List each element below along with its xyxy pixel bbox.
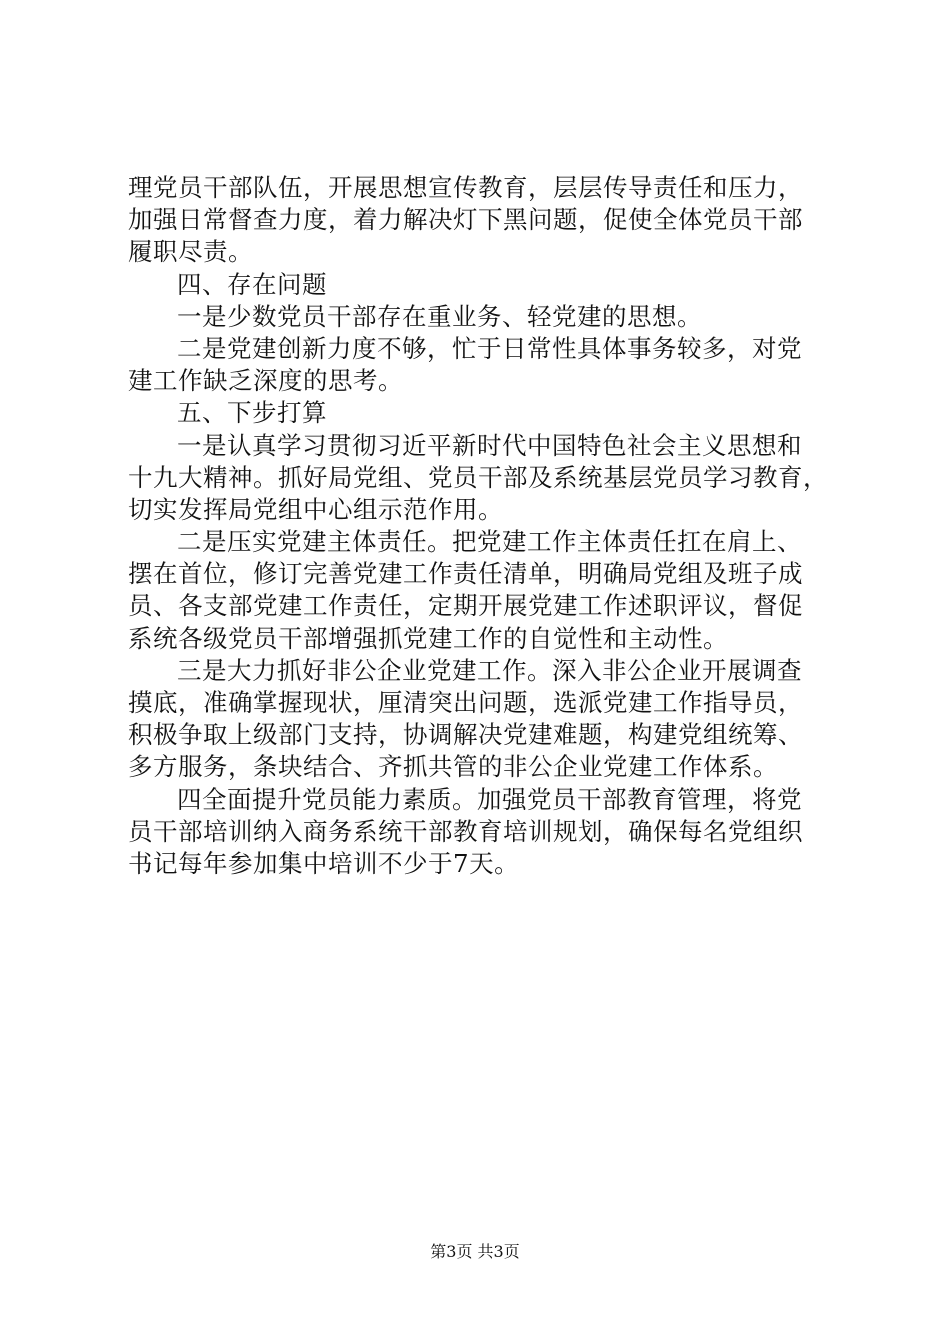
text-line: 履职尽责。 xyxy=(128,237,253,267)
page-footer: 第3页 共3页 xyxy=(430,1242,520,1261)
text-line: 建工作缺乏深度的思考。 xyxy=(128,366,403,396)
text-line: 加强日常督查力度，着力解决灯下黑问题，促使全体党员干部 xyxy=(128,205,803,235)
text-line: 一是少数党员干部存在重业务、轻党建的思想。 xyxy=(177,301,702,331)
text-line: 理党员干部队伍，开展思想宣传教育，层层传导责任和压力， xyxy=(128,173,803,202)
text-line: 系统各级党员干部增强抓党建工作的自觉性和主动性。 xyxy=(128,623,728,653)
text-line: 三是大力抓好非公企业党建工作。深入非公企业开展调查 xyxy=(177,655,802,685)
text-line: 书记每年参加集中培训不少于7天。 xyxy=(128,848,520,878)
text-line: 十九大精神。抓好局党组、党员干部及系统基层党员学习教育， xyxy=(128,462,828,492)
text-line: 二是党建创新力度不够，忙于日常性具体事务较多，对党 xyxy=(177,333,802,363)
section-heading: 四、存在问题 xyxy=(177,269,327,299)
text-line: 多方服务，条块结合、齐抓共管的非公企业党建工作体系。 xyxy=(128,752,778,782)
text-line: 摸底，准确掌握现状，厘清突出问题，选派党建工作指导员， xyxy=(128,688,803,717)
text-line: 摆在首位，修订完善党建工作责任清单，明确局党组及班子成 xyxy=(128,559,803,589)
document-body xyxy=(128,172,828,880)
text-line: 四全面提升党员能力素质。加强党员干部教育管理，将党 xyxy=(177,784,802,814)
text-line: 二是压实党建主体责任。把党建工作主体责任扛在肩上、 xyxy=(177,527,802,557)
text-line: 员、各支部党建工作责任，定期开展党建工作述职评议，督促 xyxy=(128,591,803,621)
text-line: 积极争取上级部门支持，协调解决党建难题，构建党组统筹、 xyxy=(128,720,803,750)
text-line: 一是认真学习贯彻习近平新时代中国特色社会主义思想和 xyxy=(177,430,802,460)
text-line: 切实发挥局党组中心组示范作用。 xyxy=(128,494,503,524)
text-line: 员干部培训纳入商务系统干部教育培训规划，确保每名党组织 xyxy=(128,816,803,846)
section-heading: 五、下步打算 xyxy=(177,398,327,428)
